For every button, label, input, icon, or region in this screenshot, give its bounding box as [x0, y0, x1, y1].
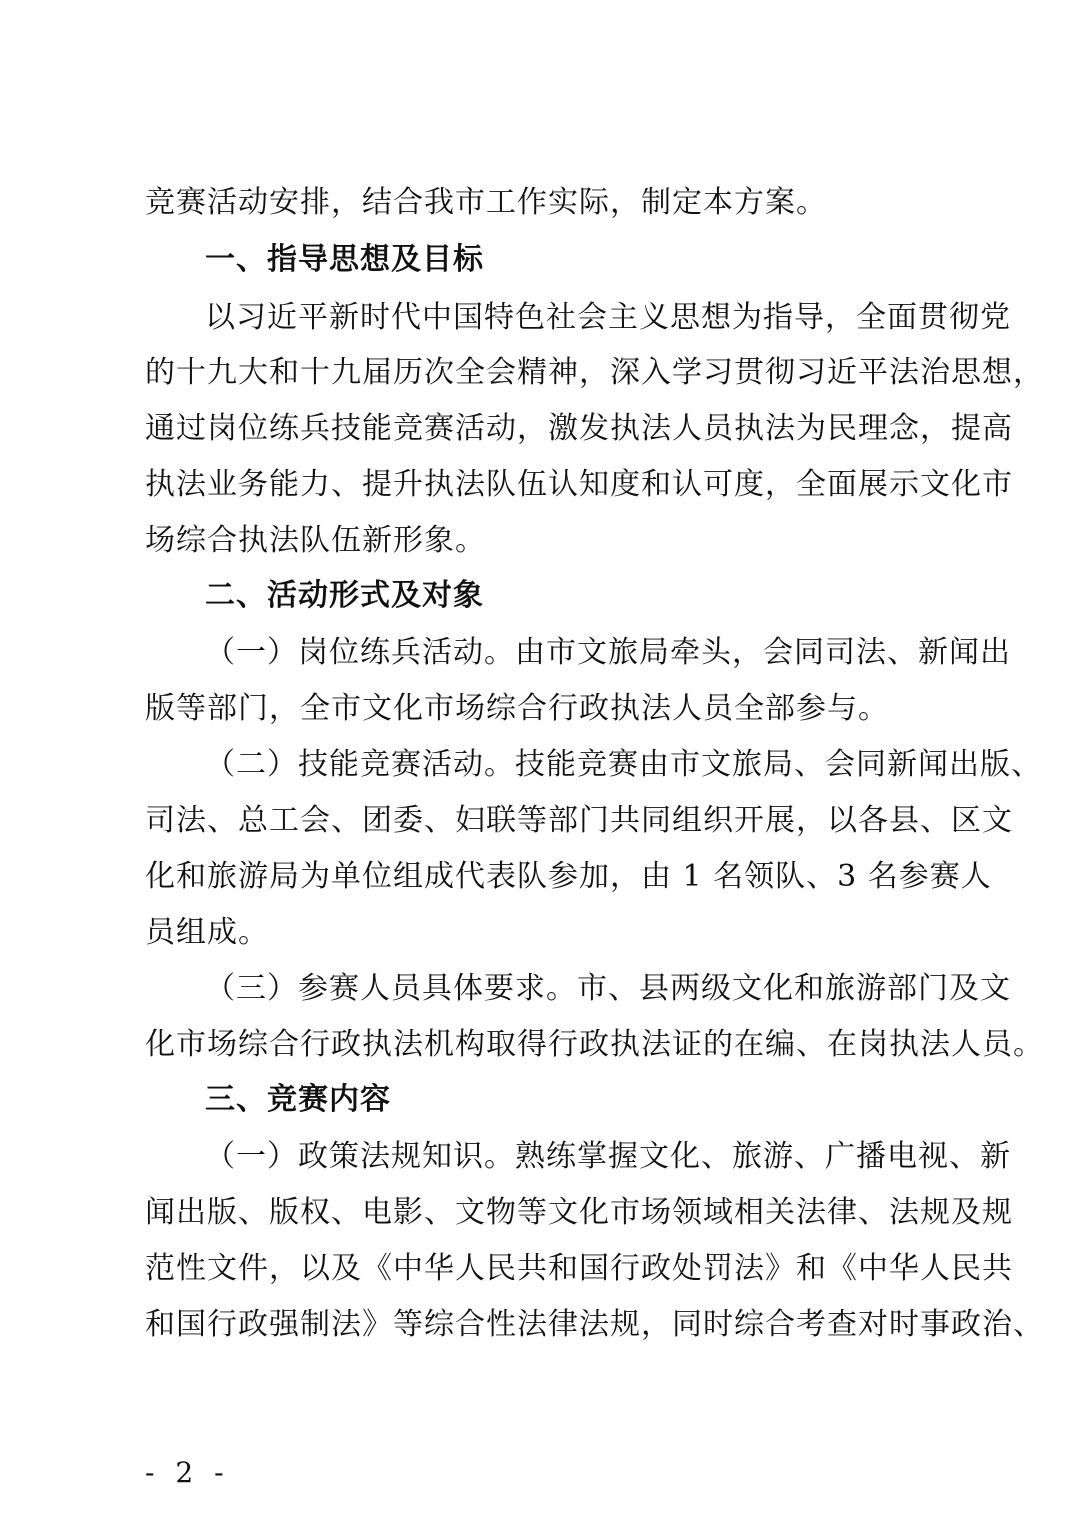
body-line: 执法业务能力、提升执法队伍认知度和认可度，全面展示文化市 — [145, 467, 1013, 502]
section-heading-1: 一、指导思想及目标 — [205, 242, 484, 277]
body-line: 范性文件，以及《中华人民共和国行政处罚法》和《中华人民共 — [145, 1251, 1013, 1286]
body-line: 和国行政强制法》等综合性法律法规，同时综合考查对时事政治、 — [145, 1307, 1044, 1342]
body-line: 以习近平新时代中国特色社会主义思想为指导，全面贯彻党 — [205, 300, 1011, 335]
body-line: （三）参赛人员具体要求。市、县两级文化和旅游部门及文 — [205, 971, 1011, 1006]
body-line: 通过岗位练兵技能竞赛活动，激发执法人员执法为民理念，提高 — [145, 411, 1013, 446]
body-line: 化市场综合行政执法机构取得行政执法证的在编、在岗执法人员。 — [145, 1027, 1044, 1062]
page-number: - 2 - — [145, 1456, 230, 1489]
section-heading-2: 二、活动形式及对象 — [205, 578, 484, 613]
body-line: 的十九大和十九届历次全会精神，深入学习贯彻习近平法治思想， — [145, 355, 1044, 390]
body-line: 化和旅游局为单位组成代表队参加，由 1 名领队、3 名参赛人 — [145, 859, 992, 894]
body-line: 场综合执法队伍新形象。 — [145, 523, 486, 558]
body-line: 闻出版、版权、电影、文物等文化市场领域相关法律、法规及规 — [145, 1195, 1013, 1230]
body-line: 员组成。 — [145, 915, 269, 950]
body-line: 司法、总工会、团委、妇联等部门共同组织开展，以各县、区文 — [145, 803, 1013, 838]
body-line: 版等部门，全市文化市场综合行政执法人员全部参与。 — [145, 691, 889, 726]
body-line: 竞赛活动安排，结合我市工作实际，制定本方案。 — [145, 185, 827, 220]
section-heading-3: 三、竞赛内容 — [205, 1082, 391, 1117]
body-line: （一）政策法规知识。熟练掌握文化、旅游、广播电视、新 — [205, 1139, 1011, 1174]
body-line: （一）岗位练兵活动。由市文旅局牵头，会同司法、新闻出 — [205, 635, 1011, 670]
body-line: （二）技能竞赛活动。技能竞赛由市文旅局、会同新闻出版、 — [205, 747, 1042, 782]
